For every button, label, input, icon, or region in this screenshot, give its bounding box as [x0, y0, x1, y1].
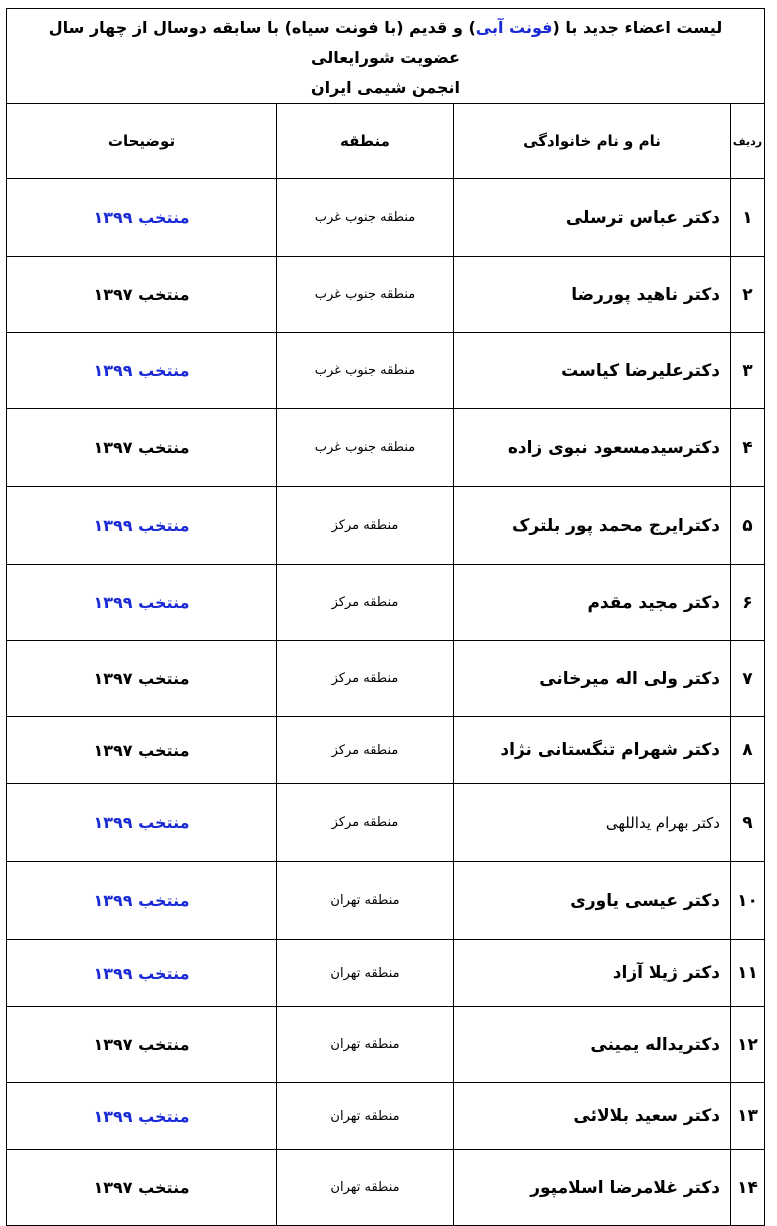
row-number: ۳	[731, 333, 765, 409]
table-row	[7, 1007, 765, 1083]
member-name: دکتر عباس ترسلی	[454, 179, 731, 257]
member-name: دکترایرج محمد پور بلترک	[454, 487, 731, 565]
table-row	[7, 784, 765, 862]
header-notes: توضیحات	[7, 104, 277, 179]
row-number: ۱	[731, 179, 765, 257]
member-note: منتخب ۱۳۹۹	[7, 940, 277, 1007]
member-note: منتخب ۱۳۹۷	[7, 257, 277, 333]
member-name: دکتر سعید بلالائی	[454, 1083, 731, 1150]
title-line2: انجمن شیمی ایران	[310, 78, 461, 97]
member-region: منطقه مرکز	[277, 565, 454, 641]
row-number: ۵	[731, 487, 765, 565]
member-note: منتخب ۱۳۹۹	[7, 333, 277, 409]
member-region: منطقه جنوب غرب	[277, 257, 454, 333]
table-body	[7, 179, 765, 1226]
member-region: منطقه تهران	[277, 940, 454, 1007]
row-number: ۹	[731, 784, 765, 862]
table-row	[7, 862, 765, 940]
member-name: دکتریداله یمینی	[454, 1007, 731, 1083]
table-row	[7, 940, 765, 1007]
title-part1: لیست اعضاء جدید با (	[552, 18, 723, 37]
member-note: منتخب ۱۳۹۷	[7, 641, 277, 717]
member-name: دکترعلیرضا کیاست	[454, 333, 731, 409]
title-part2: ) و قدیم (با فونت سیاه) با سابقه دوسال از چهار سال عضویت شورایعالی	[48, 18, 476, 67]
member-note: منتخب ۱۳۹۹	[7, 565, 277, 641]
member-region: منطقه مرکز	[277, 784, 454, 862]
member-note: منتخب ۱۳۹۹	[7, 179, 277, 257]
member-region: منطقه مرکز	[277, 487, 454, 565]
member-region: منطقه جنوب غرب	[277, 179, 454, 257]
row-number: ۱۴	[731, 1150, 765, 1226]
table-row	[7, 1150, 765, 1226]
member-note: منتخب ۱۳۹۹	[7, 784, 277, 862]
table-row	[7, 487, 765, 565]
header-region: منطقه	[277, 104, 454, 179]
title-row	[7, 9, 765, 104]
member-region: منطقه تهران	[277, 1150, 454, 1226]
member-note: منتخب ۱۳۹۷	[7, 717, 277, 784]
member-region: منطقه جنوب غرب	[277, 333, 454, 409]
member-name: دکتر ولی اله میرخانی	[454, 641, 731, 717]
row-number: ۶	[731, 565, 765, 641]
members-table	[6, 8, 765, 1226]
member-region: منطقه مرکز	[277, 641, 454, 717]
header-number: ردیف	[731, 104, 765, 179]
member-note: منتخب ۱۳۹۷	[7, 1150, 277, 1226]
table-row	[7, 179, 765, 257]
table-row	[7, 409, 765, 487]
member-name: دکتر شهرام تنگستانی نژاد	[454, 717, 731, 784]
row-number: ۴	[731, 409, 765, 487]
member-region: منطقه تهران	[277, 1083, 454, 1150]
row-number: ۷	[731, 641, 765, 717]
member-name: دکتر مجید مقدم	[454, 565, 731, 641]
row-number: ۱۳	[731, 1083, 765, 1150]
member-note: منتخب ۱۳۹۹	[7, 862, 277, 940]
members-sheet	[6, 8, 765, 1226]
table-title	[7, 9, 765, 104]
table-row	[7, 565, 765, 641]
member-note: منتخب ۱۳۹۷	[7, 409, 277, 487]
table-row	[7, 257, 765, 333]
member-name: دکتر عیسی یاوری	[454, 862, 731, 940]
member-note: منتخب ۱۳۹۷	[7, 1007, 277, 1083]
member-region: منطقه مرکز	[277, 717, 454, 784]
header-name: نام و نام خانوادگی	[454, 104, 731, 179]
member-region: منطقه تهران	[277, 1007, 454, 1083]
table-row	[7, 1083, 765, 1150]
table-row	[7, 717, 765, 784]
table-row	[7, 641, 765, 717]
member-region: منطقه تهران	[277, 862, 454, 940]
row-number: ۱۰	[731, 862, 765, 940]
member-name: دکتر غلامرضا اسلامپور	[454, 1150, 731, 1226]
member-name: دکتر ژیلا آزاد	[454, 940, 731, 1007]
title-blue-part: فونت آبی	[475, 18, 553, 37]
member-note: منتخب ۱۳۹۹	[7, 1083, 277, 1150]
member-note: منتخب ۱۳۹۹	[7, 487, 277, 565]
header-row	[7, 104, 765, 179]
row-number: ۱۱	[731, 940, 765, 1007]
member-name: دکترسیدمسعود نبوی زاده	[454, 409, 731, 487]
row-number: ۲	[731, 257, 765, 333]
member-region: منطقه جنوب غرب	[277, 409, 454, 487]
member-name: دکتر بهرام یداللهی	[454, 784, 731, 862]
row-number: ۸	[731, 717, 765, 784]
row-number: ۱۲	[731, 1007, 765, 1083]
member-name: دکتر ناهید پوررضا	[454, 257, 731, 333]
table-row	[7, 333, 765, 409]
